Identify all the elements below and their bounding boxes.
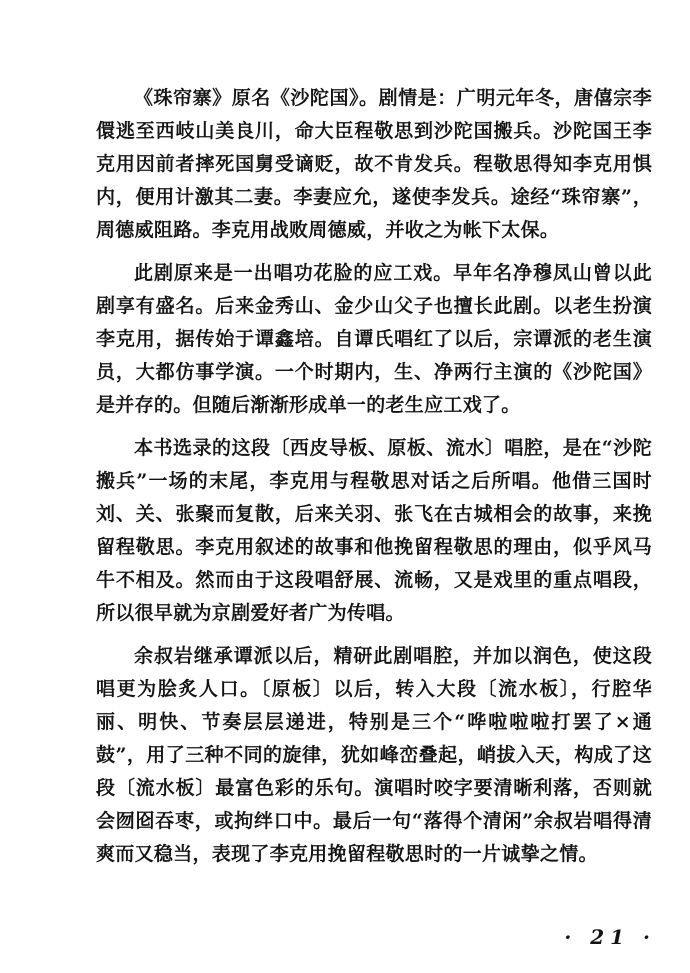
paragraph-history: 此剧原来是一出唱功花脸的应工戏。早年名净穆凤山曾以此剧享有盛名。后来金秀山、金少山父子也擅长此剧。以老生扮演李克用，据传始于谭鑫培。自谭氏唱红了以后，宗谭派的老生演员，大都仿事学演。一个时期内，生、净两行主演的《沙陀国》是并存的。但随后渐渐形成单一的老生应工戏了。 [96,262,652,416]
page-number: · 21 · [564,925,656,949]
body-text [96,82,652,881]
paragraph-plot: 《珠帘寨》原名《沙陀国》。剧情是：广明元年冬，唐僖宗李儇逃至西岐山美良川，命大臣程敬思到沙陀国搬兵。沙陀国王李克用因前者摔死国舅受谪贬，故不肯发兵。程敬思得知李克用惧内，便用计激其二妻。李妻应允，遂使李发兵。途经“珠帘寨”，周德威阻路。李克用战败周德威，并收之为帐下太保。 [96,87,652,241]
paragraph-selection: 本书选录的这段〔西皮导板、原板、流水〕唱腔，是在“沙陀搬兵”一场的末尾，李克用与程敬思对话之后所唱。他借三国时刘、关、张聚而复散，后来关羽、张飞在古城相会的故事，来挽留程敬思。李克用叙述的故事和他挽留程敬思的理由，似乎风马牛不相及。然而由于这段唱舒展、流畅，又是戏里的重点唱段，所以很早就为京剧爱好者广为传唱。 [96,437,652,624]
paragraph-yu-shuyan: 余叔岩继承谭派以后，精研此剧唱腔，并加以润色，使这段唱更为脍炙人口。〔原板〕以后，转入大段〔流水板〕，行腔华丽、明快、节奏层层递进，特别是三个“哗啦啦啦打罢了×通鼓”，用了三种不同的旋律，犹如峰峦叠起，峭拔入天，构成了这段〔流水板〕最富色彩的乐句。演唱时咬字要清晰利落，否则就会囫囵吞枣，或拘绊口中。最后一句“落得个清闲”余叔岩唱得清爽而又稳当，表现了李克用挽留程敬思时的一片诚挚之情。 [96,645,652,865]
